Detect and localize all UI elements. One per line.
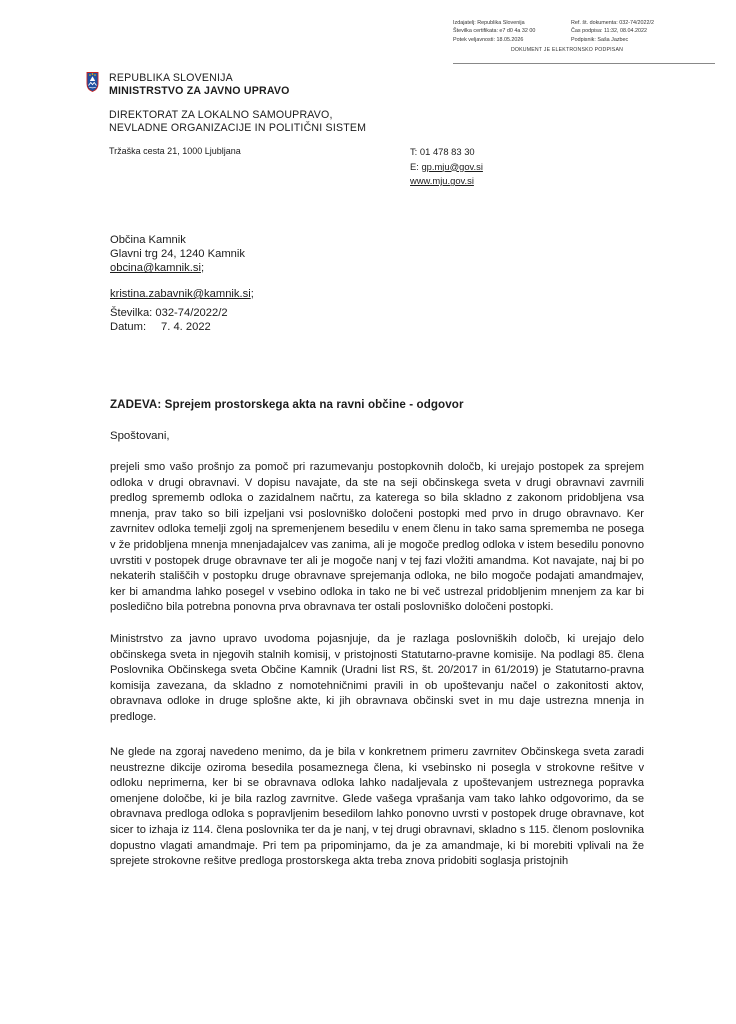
body-paragraph-3: Ne glede na zgoraj navedeno menimo, da je bila v konkretnem primeru zavrnitev Občinskega sveta zaradi neustrezne dikcije oziroma besedila posameznega člena, ki vsebinsko ni posegla v strokovne rešitve v odloku neprimerna, ker bi se obravnava odloka lahko nadaljevala z upoštevanjem ustreznega popravka omenjene določbe, ki je bila razlog zavrnitve. Glede vašega vprašanja vam tako lahko odgovorimo, da se obravnava predloga odloka s popravljenim besedilom lahko ponovno uvrsti v postopek druge obravnave, kot sicer to izhaja iz 114. člena poslovnika ter da je nanj, v tej drugi obravnavi, skladno s 115. členom poslovnika dopustno vlagati amandmaje. Pri tem pa pripominjamo, da je za amandmaje, ki bi morebiti vplivali na že sprejete strokovne rešitve predloga prostorskega akta treba znova pridobiti soglasja pristojnih	[110, 746, 644, 868]
dept-line-1: DIREKTORAT ZA LOKALNO SAMOUPRAVO,	[109, 109, 333, 121]
sender-email-link[interactable]: gp.mju@gov.si	[421, 160, 483, 172]
recipient-address: Glavni trg 24, 1240 Kamnik	[110, 248, 245, 261]
cc-email-link[interactable]: kristina.zabavnik@kamnik.si	[110, 288, 251, 300]
stamp-row	[453, 19, 681, 27]
contact-block	[410, 145, 483, 189]
date-label: Datum:	[110, 321, 147, 334]
date-row	[110, 320, 228, 334]
dept-line-2: NEVLADNE ORGANIZACIJE IN POLITIČNI SISTEM	[109, 122, 367, 135]
sender-address: Tržaška cesta 21, 1000 Ljubljana	[109, 146, 241, 156]
cc-email-row	[110, 288, 254, 300]
stamp-signer: Podpisnik: Saša Jazbec	[571, 36, 629, 43]
stamp-issuer: Izdajatelj: Republika Slovenija	[453, 20, 525, 26]
stamp-row	[453, 27, 681, 35]
stamp-sign-time: Čas podpisa: 11:32, 08.04.2022	[571, 28, 648, 35]
phone-row	[410, 145, 483, 160]
date-value: 7. 4. 2022	[161, 321, 211, 334]
recipient-email-link[interactable]: obcina@kamnik.si	[110, 262, 201, 275]
stamp-validity: Potek veljavnosti: 18.05.2026	[453, 36, 524, 43]
stamp-footer: DOKUMENT JE ELEKTRONSKO PODPISAN	[510, 47, 624, 54]
body-paragraph-1: prejeli smo vašo prošnjo za pomoč pri razumevanju postopkovnih določb, ki urejajo postopek za sprejem odloka v drugi obravnavi. V dopisu navajate, da ste na seji občinskega sveta v drugi obravnavi zavrnili predlog sprememb odloka o zazidalnem načrtu, za katerega so bila skladno z zakonom pridobljena vsa mnenja, prav tako so bili izpeljani vsi poslovniško določeni postopki med prvo in drugo obravnavo. Ker zavrnitev odloka temelji zgolj na spremenjenem besedilu v enem členu in tako sama sprememba ne posega v že pridobljena mnenja mnenjadajalcev vas zanima, ali je mogoče predlog odloka v istem besedilu ponovno uvrstiti v postopek druge obravnave ter ali je mogoče nanj v tej fazi vložiti amandma. Kot navajate, naj bi po nekaterih stališčih v postopku druge obravnave sprejemanja odloka, ne bilo mogoče podajati amandmajev, ker bi amandma lahko posegel v vsebino odloka in tako ne bi več ustrezal pridobljenim mnenjem za kar bi posledično bila potrebna ponovna prva obravnava ter ostali poslovniško določeni postopki.	[110, 461, 644, 614]
e-signature-stamp	[453, 19, 681, 63]
reference-block	[110, 306, 228, 334]
phone-number: 01 478 83 30	[419, 146, 475, 157]
phone-label: T:	[410, 146, 418, 157]
email-row	[410, 160, 483, 175]
web-row	[410, 174, 483, 189]
department-name	[109, 109, 366, 136]
stamp-divider	[453, 63, 715, 64]
email-label: E:	[410, 160, 419, 172]
recipient-name: Občina Kamnik	[110, 234, 186, 246]
salutation: Spoštovani,	[110, 430, 170, 442]
stamp-cert-number: Številka certifikata: e7 d0 4a 32 00	[453, 28, 536, 35]
stamp-doc-ref: Ref. št. dokumenta: 032-74/2022/2	[571, 20, 655, 26]
org-line-2: MINISTRSTVO ZA JAVNO UPRAVO	[109, 84, 290, 97]
org-line-1: REPUBLIKA SLOVENIJA	[109, 72, 233, 84]
body-paragraph-2: Ministrstvo za javno upravo uvodoma pojasnjuje, da je razlaga poslovniških določb, ki urejajo delo občinskega sveta in njegovih stalnih komisij, v pristojnosti Statutarno-pravne komisije. Na podlagi 85. člena Poslovnika Občinskega sveta Občine Kamnik (Uradni list RS, št. 20/2017 in 61/2019) je Statutarno-pravna komisija zavezana, da skladno z nomotehničnimi pravili in ob upoštevanju načel o zakonitosti aktov, obravnava odloke in druge splošne akte, ki jih obravnava občinski svet in mu daje ustrezna mnenja in predloge.	[110, 633, 644, 723]
reference-number-row	[110, 306, 228, 320]
organisation-name	[109, 72, 290, 97]
website-link[interactable]: www.mju.gov.si	[410, 175, 474, 187]
recipient-email-suffix: ;	[200, 262, 205, 275]
coat-of-arms-icon	[86, 72, 99, 92]
reference-number: 032-74/2022/2	[155, 307, 228, 319]
recipient-block	[110, 233, 245, 276]
stamp-row	[453, 36, 681, 44]
cc-email-suffix: ;	[250, 288, 254, 300]
recipient-email-row	[110, 261, 245, 275]
subject-line: ZADEVA: Sprejem prostorskega akta na ravni občine - odgovor	[110, 398, 464, 411]
reference-number-label: Številka:	[110, 307, 153, 319]
